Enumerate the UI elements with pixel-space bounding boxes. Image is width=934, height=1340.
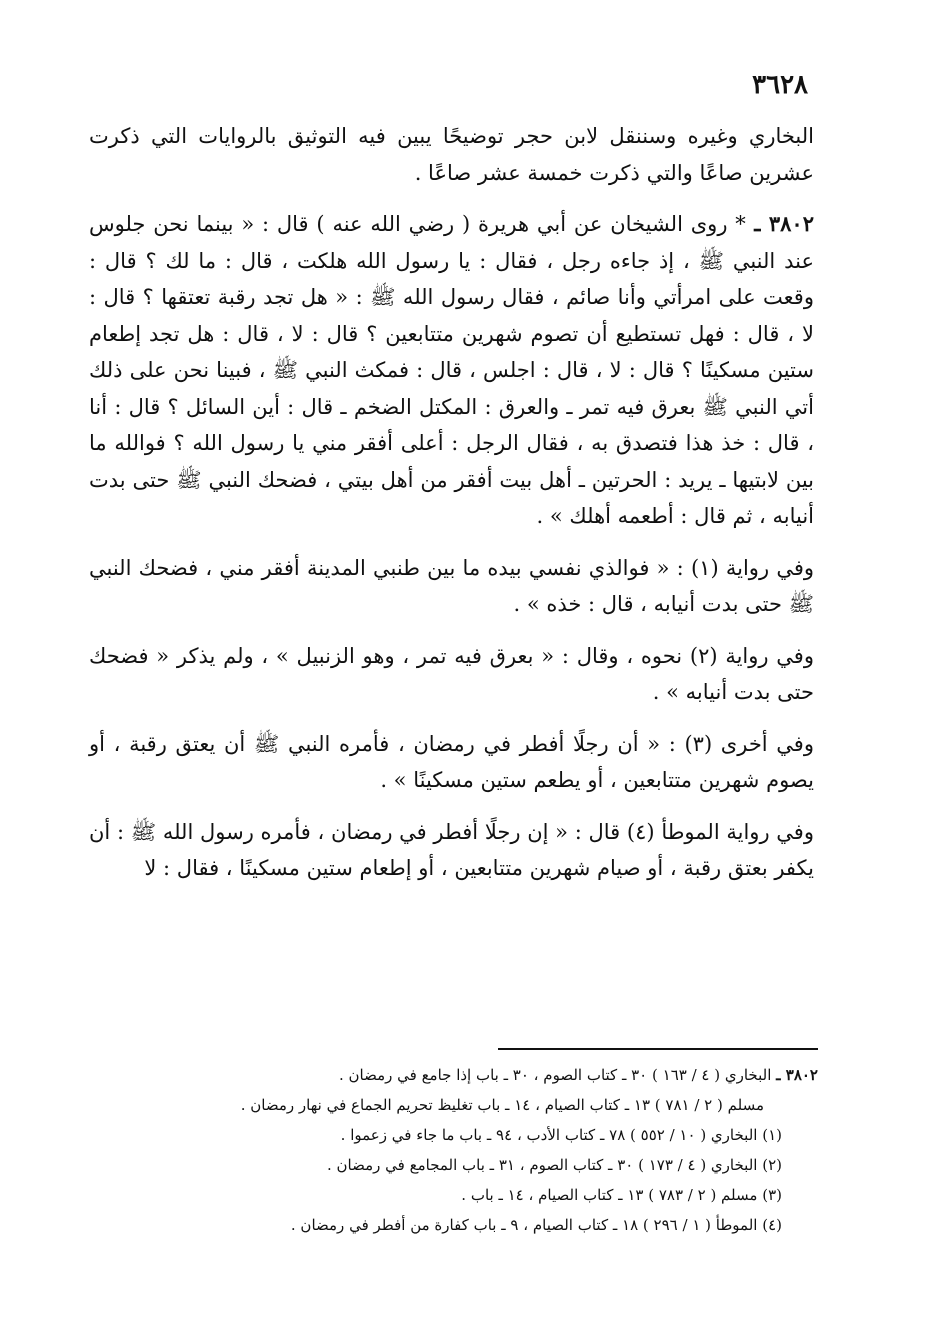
footnotes — [78, 1060, 818, 1240]
footnote-number: ٣٨٠٢ ـ — [776, 1066, 818, 1084]
footnote-text: البخاري ( ٤ / ١٧٣ ) ٣٠ ـ كتاب الصوم ، ٣١ ـ باب المجامع في رمضان . — [326, 1156, 758, 1174]
footnote-number: (٢) — [762, 1156, 782, 1174]
footnote-text: مسلم ( ٢ / ٧٨١ ) ١٣ ـ كتاب الصيام ، ١٤ ـ باب تغليظ تحريم الجماع في نهار رمضان . — [240, 1096, 764, 1114]
footnote-number: (٣) — [762, 1186, 782, 1204]
paragraph-narration-2 — [89, 638, 814, 711]
paragraph-text: * روى الشيخان عن أبي هريرة ( رضي الله عنه ) قال : « بينما نحن جلوس عند النبي ﷺ ، إذ جاءه رجل ، فقال : يا رسول الله هلكت ، قال : ما لك ؟ قال : وقعت على امرأتي وأنا صائم ، فقال رسول الله ﷺ : « هل تجد رقبة تعتقها ؟ قال : لا ، قال : فهل تستطيع أن تصوم شهرين متتابعين ؟ قال : لا ، قال : هل تجد إطعام ستين مسكينًا ؟ قال : لا ، قال : اجلس ، قال : فمكث النبي ﷺ ، فبينا نحن على ذلك أتي النبي ﷺ بعرق فيه تمر ـ والعرق : المكتل الضخم ـ قال : أين السائل ؟ قال : أنا ، قال : خذ هذا فتصدق به ، فقال الرجل : أعلى أفقر مني يا رسول الله ؟ فوالله ما بين لابتيها ـ يريد : الحرتين ـ أهل بيت أفقر من أهل بيتي ، فضحك النبي ﷺ حتى بدت أنيابه ، ثم قال : أطعمه أهلك » . — [89, 212, 814, 528]
paragraph-text: وفي رواية (٢) نحوه ، وقال : « بعرق فيه تمر ، وهو الزنبيل » ، ولم يذكر « فضحك حتى بدت أنيابه » . — [89, 643, 814, 704]
footnote-number: (١) — [762, 1126, 782, 1144]
footnote-text: مسلم ( ٢ / ٧٨٣ ) ١٣ ـ كتاب الصيام ، ١٤ ـ باب . — [461, 1186, 758, 1204]
paragraph-hadith-3802 — [89, 206, 814, 535]
footnote — [78, 1210, 818, 1240]
paragraph-text: وفي رواية الموطأ (٤) قال : « إن رجلًا أفطر في رمضان ، فأمره رسول الله ﷺ : أن يكفر بعتق رقبة ، أو صيام شهرين متتابعين ، أو إطعام ستين مسكينًا ، فقال : لا — [89, 819, 814, 880]
footnote — [78, 1150, 818, 1180]
paragraph-text: البخاري وغيره وسننقل لابن حجر توضيحًا يبين فيه التوثيق بالروايات التي ذكرت عشرين صاعًا والتي ذكرت خمسة عشر صاعًا . — [89, 124, 814, 185]
paragraph-intro — [89, 118, 814, 191]
footnote — [78, 1060, 818, 1090]
main-text — [89, 118, 814, 887]
paragraph-narration-1 — [89, 550, 814, 623]
footnote-divider — [498, 1048, 818, 1050]
hadith-number: ٣٨٠٢ ـ — [745, 211, 814, 236]
paragraph-text: وفي رواية (١) : « فوالذي نفسي بيده ما بين طنبي المدينة أفقر مني ، فضحك النبي ﷺ حتى بدت أنيابه ، قال : خذه » . — [89, 555, 814, 616]
footnote-text: البخاري ( ٤ / ١٦٣ ) ٣٠ ـ كتاب الصوم ، ٣٠ ـ باب إذا جامع في رمضان . — [338, 1066, 772, 1084]
footnote-number: (٤) — [762, 1216, 782, 1234]
footnote — [78, 1120, 818, 1150]
footnote-text: الموطأ ( ١ / ٢٩٦ ) ١٨ ـ كتاب الصيام ، ٩ ـ باب كفارة من أفطر في رمضان . — [290, 1216, 758, 1234]
paragraph-narration-4 — [89, 814, 814, 887]
paragraph-narration-3 — [89, 726, 814, 799]
footnote-text: البخاري ( ١٠ / ٥٥٢ ) ٧٨ ـ كتاب الأدب ، ٩٤ ـ باب ما جاء في زعموا . — [340, 1126, 758, 1144]
footnote — [78, 1090, 818, 1120]
page-number: ٣٦٢٨ — [752, 70, 808, 100]
footnote — [78, 1180, 818, 1210]
paragraph-text: وفي أخرى (٣) : « أن رجلًا أفطر في رمضان ، فأمره النبي ﷺ أن يعتق رقبة ، أو يصوم شهرين متتابعين ، أو يطعم ستين مسكينًا » . — [89, 731, 814, 792]
